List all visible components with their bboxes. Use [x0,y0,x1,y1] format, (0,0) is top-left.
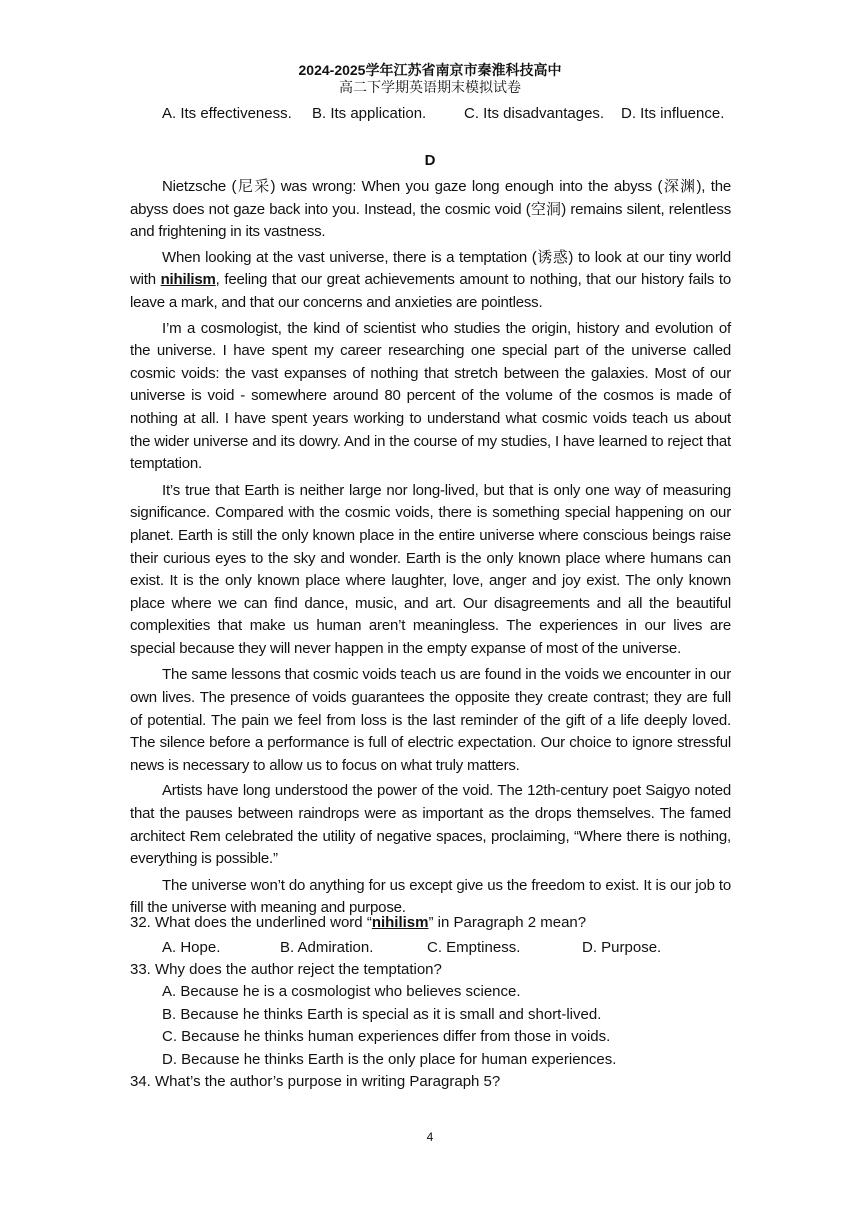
header-subtitle: 高二下学期英语期末模拟试卷 [339,79,521,95]
questions-section [130,912,731,1093]
q32-option-c: C. Emptiness. [427,939,521,956]
q32-option-b: B. Admiration. [280,939,374,956]
question-34: 34. What’s the author’s purpose in writing Paragraph 5? [130,1073,501,1090]
paragraph-5: The same lessons that cosmic voids teach us are found in the voids we encounter in our own lives. The presence of voids guarantees the opposite they create contrast; they are full of potential. The pain we feel from loss is the last reminder of the gift of a life deeply loved. The silence before a performance is full of electric expectation. Our choice to ignore stressful news is necessary to allow us to focus on what truly matters. [130,666,731,774]
question-33: 33. Why does the author reject the temptation? [130,961,442,978]
question-32-after: ” in Paragraph 2 mean? [428,914,587,931]
question-32-underlined: nihilism [371,914,429,931]
header-title: 2024-2025学年江苏省南京市秦淮科技高中 [298,62,562,78]
page-header [0,62,860,96]
section-title: D [424,152,436,169]
reading-passage [130,176,731,923]
question-32-options [162,937,731,959]
option-b: B. Its application. [312,105,427,122]
q33-option-c: C. Because he thinks human experiences differ from those in voids. [162,1028,611,1045]
paragraph-4: It’s true that Earth is neither large nor long-lived, but that is only one way of measuring significance. Compared with the cosmic voids, there is something special happening on our planet. Earth is still the only known place in the entire universe where conscious beings raise their curious eyes to the sky and wonder. Earth is the only known place where humans can exist. It is the only known place where laughter, love, anger and joy exist. The only known place where we can find dance, music, and art. Our disagreements and all the beautiful complexities that make us human aren’t meaningless. The experiences in our lives are special because they will never happen in the empty expanse of most of the universe. [130,481,731,657]
q33-option-b: B. Because he thinks Earth is special as it is small and short-lived. [162,1005,602,1023]
paragraph-3: I’m a cosmologist, the kind of scientist who studies the origin, history and evolution of the universe. I have spent my career researching one special part of the universe called cosmic voids: the vast expanses of nothing that stretch between the galaxies. Most of our universe is void - somewhere around 80 percent of the volume of the cosmos is made of nothing at all. I have spent years working to understand what cosmic voids teach us about the wider universe and its dowry. And in the course of my studies, I have learned to reject that temptation. [130,319,731,473]
q32-option-a: A. Hope. [162,939,221,956]
paragraph-6: Artists have long understood the power of the void. The 12th-century poet Saigyo noted that the pauses between raindrops were as important as the drops themselves. The famed architect Rem celebrated the utility of negative spaces, proclaiming, “Where there is nothing, everything is possible.” [130,782,731,868]
page-number: 4 [426,1130,434,1144]
question-32 [130,912,731,934]
underlined-word: nihilism [160,271,216,289]
q32-option-d: D. Purpose. [582,939,662,956]
paragraph-2-before: When looking at the vast universe, there is a temptation (诱惑) to look at our tiny world with [130,248,731,289]
option-a: A. Its effectiveness. [162,105,292,122]
q33-option-d: D. Because he thinks Earth is the only place for human experiences. [162,1050,617,1068]
question-32-before: 32. What does the underlined word “ [130,914,372,931]
option-c: C. Its disadvantages. [464,105,605,122]
paragraph-1: Nietzsche (尼采) was wrong: When you gaze long enough into the abyss (深渊), the abyss does not gaze back into you. Instead, the cosmic void (空洞) remains silent, relentless and frightening in its vastness. [130,178,731,241]
paragraph-2 [130,247,731,315]
paragraph-2-after: , feeling that our great achievements amount to nothing, that our history fails to leave a mark, and that our concerns and anxieties are pointless. [130,271,731,311]
q33-option-a: A. Because he is a cosmologist who believes science. [162,983,521,1000]
previous-question-options [162,105,742,127]
paragraph-7: The universe won’t do anything for us except give us the freedom to exist. It is our job to fill the universe with meaning and purpose. [130,876,731,917]
option-d: D. Its influence. [621,105,725,122]
